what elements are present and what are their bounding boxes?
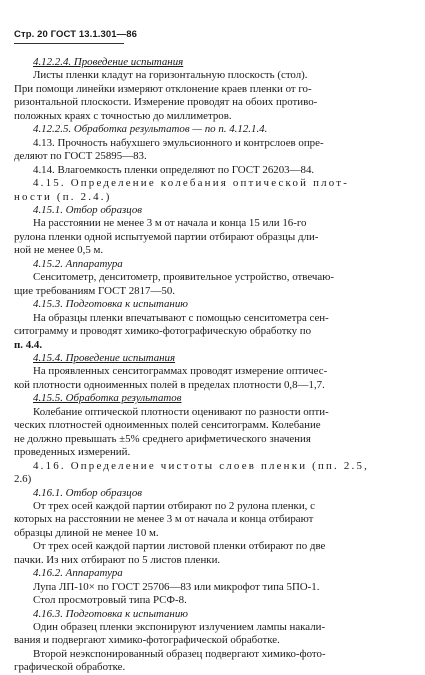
heading-4-15-4: 4.15.4. Проведение испытания xyxy=(33,351,176,364)
text-line: ной не менее 0,5 м. xyxy=(14,244,104,257)
section-heading-4-15: 4.15. Определение колебания оптической плот- xyxy=(33,177,350,190)
text-line: п. 4.4. xyxy=(14,338,43,351)
text-line: 4.14. Влагоемкость пленки определяют по ГОСТ 26203—84. xyxy=(33,163,315,176)
section-heading-4-16: 4.16. Определение чистоты слоев пленки (пп. 2.5, xyxy=(33,459,370,472)
heading-4-15-3: 4.15.3. Подготовка к испытанию xyxy=(33,298,188,311)
section-heading-4-15-cont: ности (п. 2.4.) xyxy=(14,190,112,203)
standard-designation: ГОСТ 13.1.301—86 xyxy=(50,29,137,40)
heading-4-15-1: 4.15.1. Отбор образцов xyxy=(33,203,143,216)
body-text xyxy=(14,56,411,675)
text-line: На проявленных сенситограммах проводят измерение оптичес- xyxy=(33,365,328,378)
text-line: ческих плотностей одноименных полей сенситограмм. Колебание xyxy=(14,419,321,432)
text-line: рулона пленки одной испытуемой партии отбирают образцы дли- xyxy=(14,230,319,243)
text-line: Лупа ЛП-10× по ГОСТ 25706—83 или микрофот типа 5ПО-1. xyxy=(33,580,320,593)
text-line: не должно превышать ±5% среднего арифметического значения xyxy=(14,432,311,445)
text-line: щие требованиям ГОСТ 2817—50. xyxy=(14,284,175,297)
heading-4-12-2-5: 4.12.2.5. Обработка результатов — по п. 4.12.1.4. xyxy=(33,123,268,136)
text-line: 4.13. Прочность набухшего эмульсионного и контрслоев опре- xyxy=(33,136,324,149)
text-line: На расстоянии не менее 3 м от начала и конца 15 или 16-го xyxy=(33,217,307,230)
text-line: Сенситометр, денситометр, проявительное устройство, отвечаю- xyxy=(33,271,334,284)
heading-4-16-1: 4.16.1. Отбор образцов xyxy=(33,486,143,499)
text-line: От трех осей каждой партии отбирают по 2 рулона пленки, с xyxy=(33,499,315,512)
text-line: ситограмму и проводят химико-фотографическую обработку по xyxy=(14,325,312,338)
heading-4-12-2-4: 4.12.2.4. Проведение испытания xyxy=(33,56,184,68)
heading-4-16-3: 4.16.3. Подготовка к испытанию xyxy=(33,607,188,620)
text-line: Листы пленки кладут на горизонтальную плоскость (стол). xyxy=(33,69,308,82)
text-line: Второй неэкспонированный образец подвергают химико-фото- xyxy=(33,647,326,660)
text-line: ризонтальной плоскости. Измерение проводят на обоих противо- xyxy=(14,96,318,109)
text-line: положных краях с точностью до миллиметров. xyxy=(14,109,232,122)
text-line: Колебание оптической плотности оценивают по разности опти- xyxy=(33,405,329,418)
text-line: Один образец пленки экспонируют излучением лампы накали- xyxy=(33,621,326,634)
text-line: образцы длиной не менее 10 м. xyxy=(14,526,159,539)
text-line: На образцы пленки впечатывают с помощью сенситометра сен- xyxy=(33,311,329,324)
running-header xyxy=(14,29,137,40)
heading-4-15-2: 4.15.2. Аппаратура xyxy=(33,257,123,270)
text-line: Стол просмотровый типа РСФ-8. xyxy=(33,594,187,607)
heading-4-16-2: 4.16.2. Аппаратура xyxy=(33,567,123,580)
text-line: графической обработке. xyxy=(14,661,126,674)
text-line: которых на расстоянии не менее 3 м от начала и конца отбирают xyxy=(14,513,314,526)
page-number: Стр. 20 xyxy=(14,29,48,40)
heading-4-15-5: 4.15.5. Обработка результатов xyxy=(33,392,182,405)
header-rule xyxy=(14,43,124,44)
text-line: При помощи линейки измеряют отклонение краев пленки от го- xyxy=(14,82,312,95)
text-line: От трех осей каждой партии листовой пленки отбирают по две xyxy=(33,540,326,553)
text-line: вания и подвергают химико-фотографической обработке. xyxy=(14,634,280,647)
text-line: кой плотности одноименных полей в пределах плотности 0,8—1,7. xyxy=(14,378,325,391)
text-line: пачки. Из них отбирают по 5 листов пленки. xyxy=(14,553,221,566)
section-heading-4-16-cont: 2.6) xyxy=(14,473,32,486)
text-line: проведенных измерений. xyxy=(14,446,131,459)
text-line: деляют по ГОСТ 25895—83. xyxy=(14,150,147,163)
